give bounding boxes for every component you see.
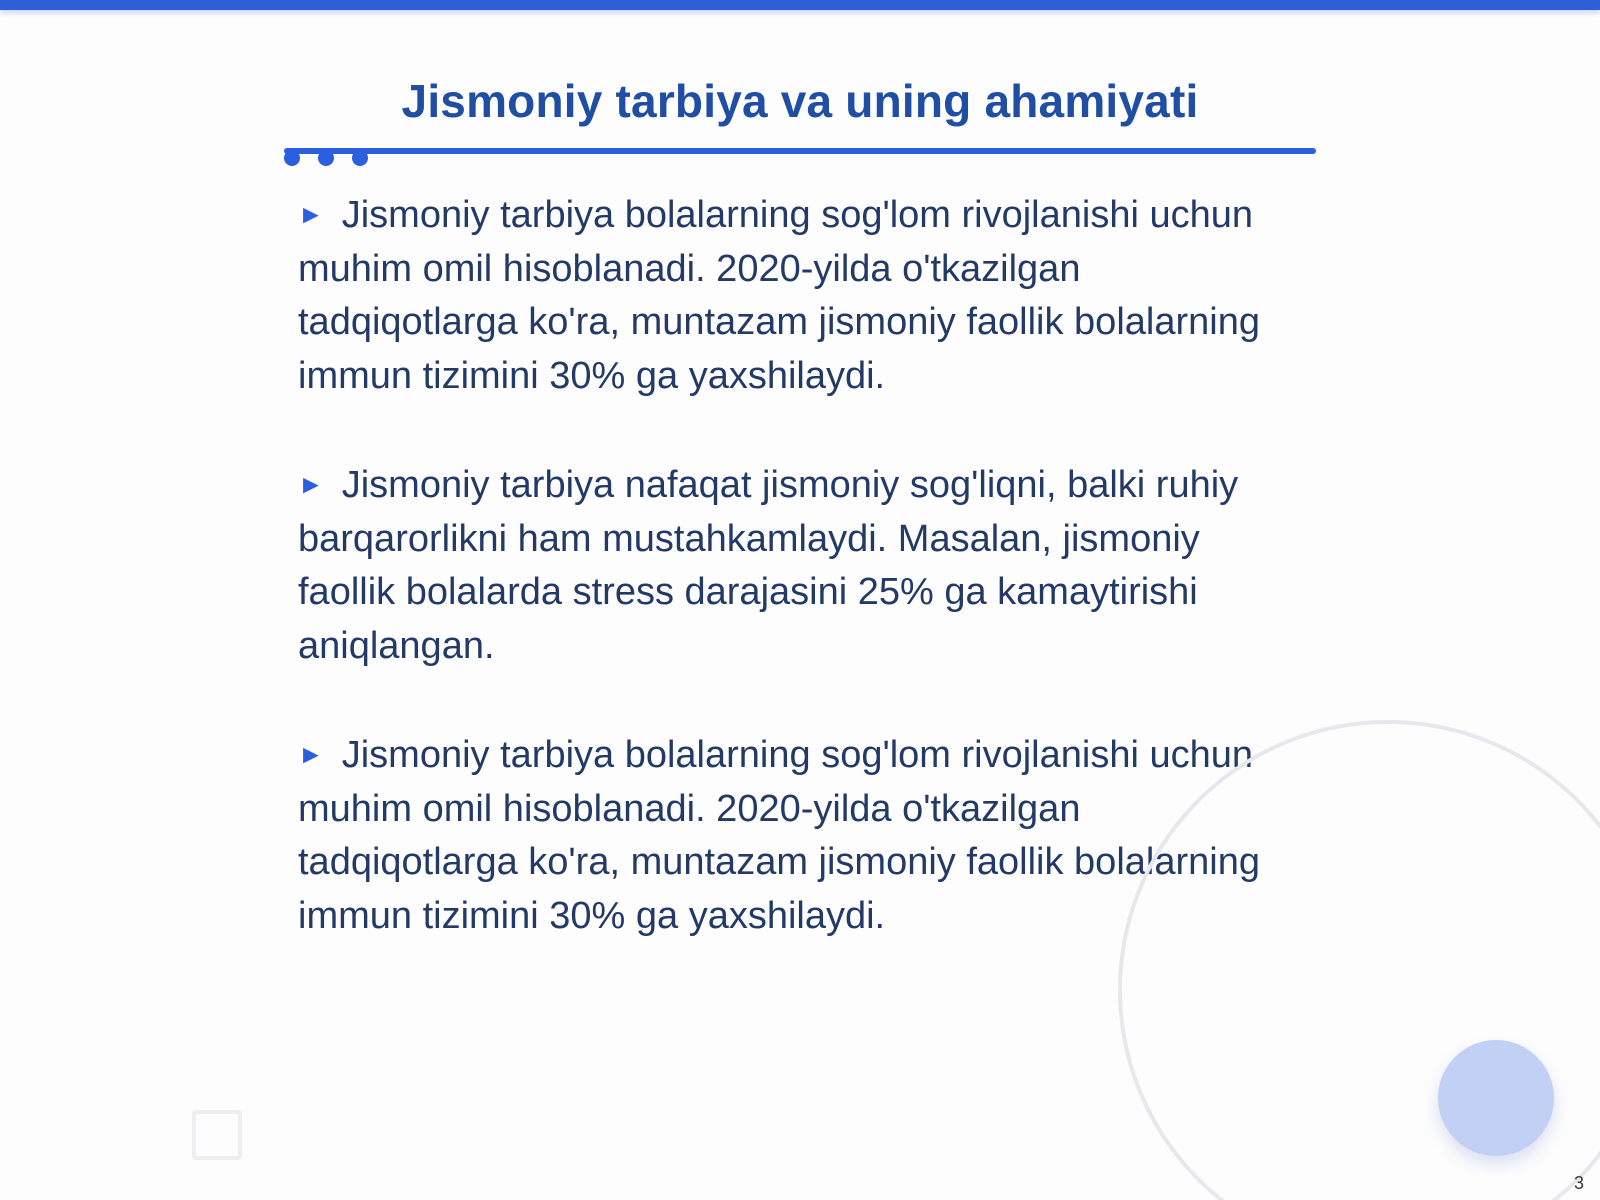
top-accent-bar <box>0 0 1600 10</box>
bullet-text: Jismoniy tarbiya nafaqat jismoniy sog'liqni, balki ruhiy barqarorlikni ham mustahkamlaydi. Masalan, jismoniy faollik bolalarda stress darajasini 25% ga kamaytirishi aniqlangan. <box>298 464 1239 667</box>
underline-dot <box>318 150 334 166</box>
bullet-item <box>298 458 1298 673</box>
title-underline <box>284 148 1316 154</box>
decorative-square <box>192 1110 242 1160</box>
underline-dot <box>352 150 368 166</box>
decorative-circle <box>1438 1040 1554 1156</box>
bullet-arrow-icon: ► <box>298 739 324 769</box>
bullet-item <box>298 188 1298 403</box>
bullet-text: Jismoniy tarbiya bolalarning sog'lom rivojlanishi uchun muhim omil hisoblanadi. 2020-yilda o'tkazilgan tadqiqotlarga ko'ra, muntazam jismoniy faollik bolalarning immun tizimini 30% ga yaxshilaydi. <box>298 734 1260 937</box>
bullet-arrow-icon: ► <box>298 199 324 229</box>
bullet-arrow-icon: ► <box>298 469 324 499</box>
underline-dot <box>284 150 300 166</box>
slide-title: Jismoniy tarbiya va uning ahamiyati <box>401 75 1199 127</box>
page-number: 3 <box>1573 1173 1584 1193</box>
bullet-text: Jismoniy tarbiya bolalarning sog'lom rivojlanishi uchun muhim omil hisoblanadi. 2020-yilda o'tkazilgan tadqiqotlarga ko'ra, muntazam jismoniy faollik bolalarning immun tizimini 30% ga yaxshilaydi. <box>298 194 1260 397</box>
